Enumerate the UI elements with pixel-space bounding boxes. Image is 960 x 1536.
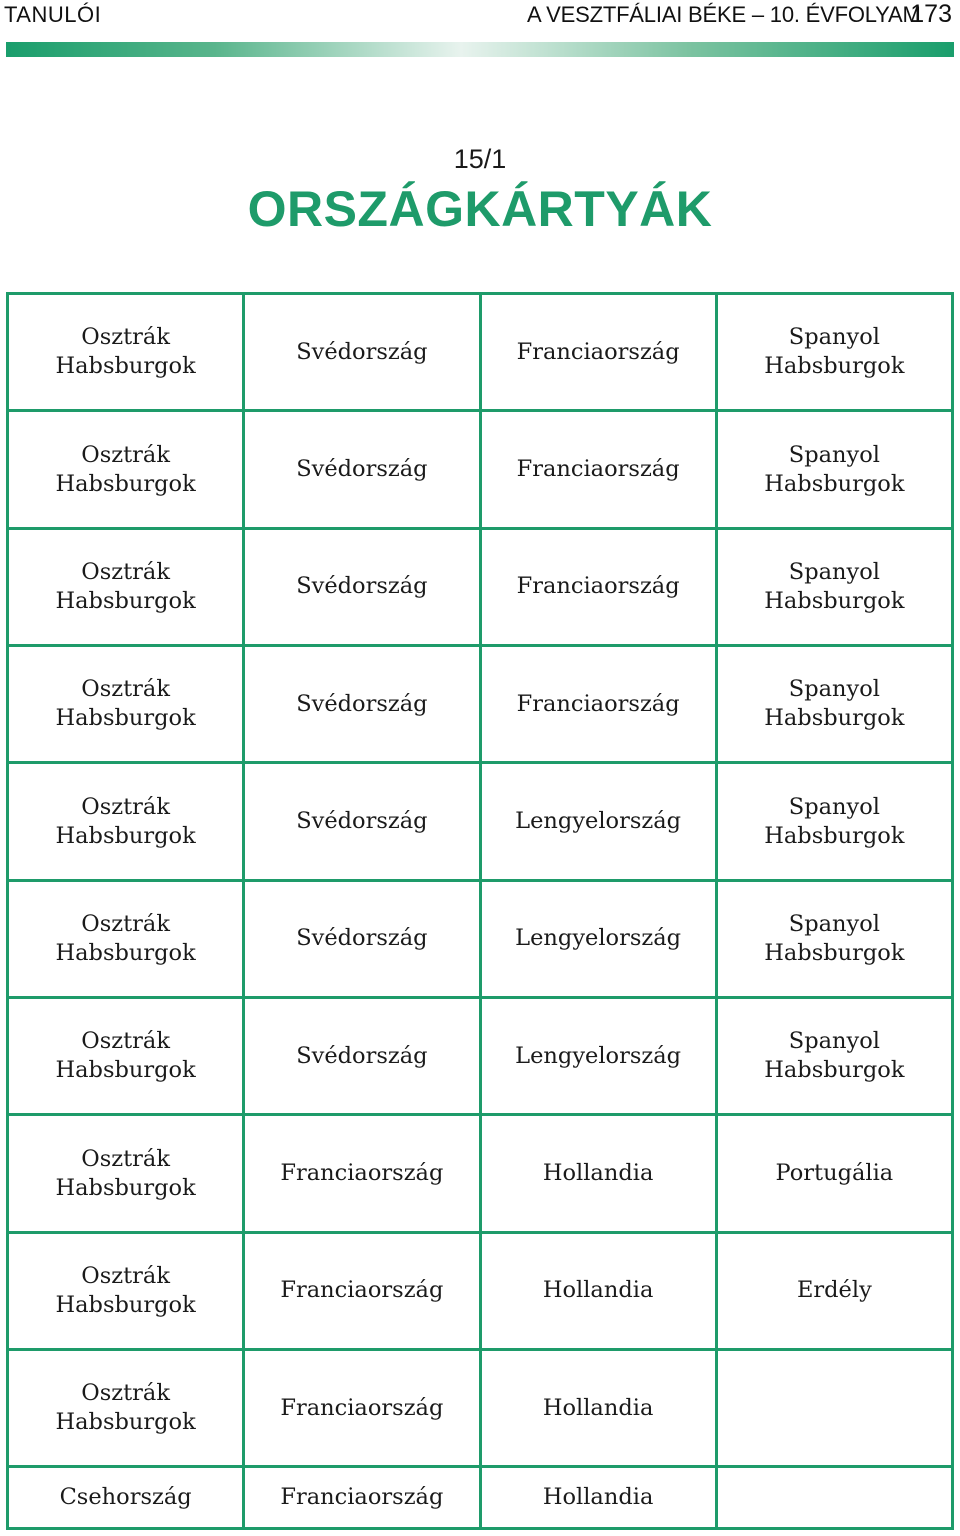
country-card: Svédország bbox=[244, 528, 480, 645]
country-card: Hollandia bbox=[480, 1232, 716, 1349]
card-row bbox=[8, 1350, 953, 1467]
country-card: Svédország bbox=[244, 880, 480, 997]
page-title: ORSZÁGKÁRTYÁK bbox=[247, 181, 713, 237]
country-card: Portugália bbox=[716, 1115, 952, 1232]
country-card: Osztrák Habsburgok bbox=[8, 998, 244, 1115]
country-card: Franciaország bbox=[480, 646, 716, 763]
country-card: Franciaország bbox=[244, 1467, 480, 1529]
country-card: Osztrák Habsburgok bbox=[8, 763, 244, 880]
header-title: A VESZTFÁLIAI BÉKE – 10. ÉVFOLYAM bbox=[527, 2, 921, 27]
country-card: Svédország bbox=[244, 646, 480, 763]
country-card: Hollandia bbox=[480, 1350, 716, 1467]
page-number: 173 bbox=[910, 0, 952, 28]
country-card: Osztrák Habsburgok bbox=[8, 1115, 244, 1232]
card-row bbox=[8, 1232, 953, 1349]
card-row bbox=[8, 998, 953, 1115]
header-gradient-band bbox=[6, 42, 954, 57]
country-card: Svédország bbox=[244, 294, 480, 411]
card-row bbox=[8, 646, 953, 763]
country-card: Svédország bbox=[244, 411, 480, 528]
country-card: Spanyol Habsburgok bbox=[716, 411, 952, 528]
country-card: Hollandia bbox=[480, 1467, 716, 1529]
header-section-label: TANULÓI bbox=[4, 2, 102, 27]
country-card: Svédország bbox=[244, 763, 480, 880]
country-card: Spanyol Habsburgok bbox=[716, 528, 952, 645]
country-card: Spanyol Habsburgok bbox=[716, 998, 952, 1115]
country-card: Spanyol Habsburgok bbox=[716, 646, 952, 763]
page-header bbox=[0, 0, 960, 40]
country-card: Franciaország bbox=[244, 1350, 480, 1467]
card-row bbox=[8, 411, 953, 528]
country-card: Franciaország bbox=[480, 294, 716, 411]
country-card: Osztrák Habsburgok bbox=[8, 528, 244, 645]
country-card: Spanyol Habsburgok bbox=[716, 763, 952, 880]
country-card: Spanyol Habsburgok bbox=[716, 880, 952, 997]
country-card: Osztrák Habsburgok bbox=[8, 646, 244, 763]
country-card: Svédország bbox=[244, 998, 480, 1115]
worksheet-code: 15/1 bbox=[453, 144, 507, 174]
country-card: Osztrák Habsburgok bbox=[8, 1350, 244, 1467]
country-card: Osztrák Habsburgok bbox=[8, 294, 244, 411]
country-card: Csehország bbox=[8, 1467, 244, 1529]
card-row bbox=[8, 1115, 953, 1232]
card-row bbox=[8, 528, 953, 645]
country-card: Osztrák Habsburgok bbox=[8, 880, 244, 997]
country-card: Franciaország bbox=[244, 1115, 480, 1232]
country-card: Lengyelország bbox=[480, 763, 716, 880]
country-card: Hollandia bbox=[480, 1115, 716, 1232]
card-row bbox=[8, 294, 953, 411]
country-card: Osztrák Habsburgok bbox=[8, 411, 244, 528]
country-card: Lengyelország bbox=[480, 880, 716, 997]
country-card: Erdély bbox=[716, 1232, 952, 1349]
card-row bbox=[8, 763, 953, 880]
card-row bbox=[8, 880, 953, 997]
country-card bbox=[716, 1467, 952, 1529]
card-row bbox=[8, 1467, 953, 1529]
country-card: Franciaország bbox=[480, 411, 716, 528]
country-card: Spanyol Habsburgok bbox=[716, 294, 952, 411]
country-card-grid bbox=[6, 292, 954, 1530]
country-card: Franciaország bbox=[480, 528, 716, 645]
country-card: Franciaország bbox=[244, 1232, 480, 1349]
country-card: Osztrák Habsburgok bbox=[8, 1232, 244, 1349]
country-card: Lengyelország bbox=[480, 998, 716, 1115]
country-card bbox=[716, 1350, 952, 1467]
